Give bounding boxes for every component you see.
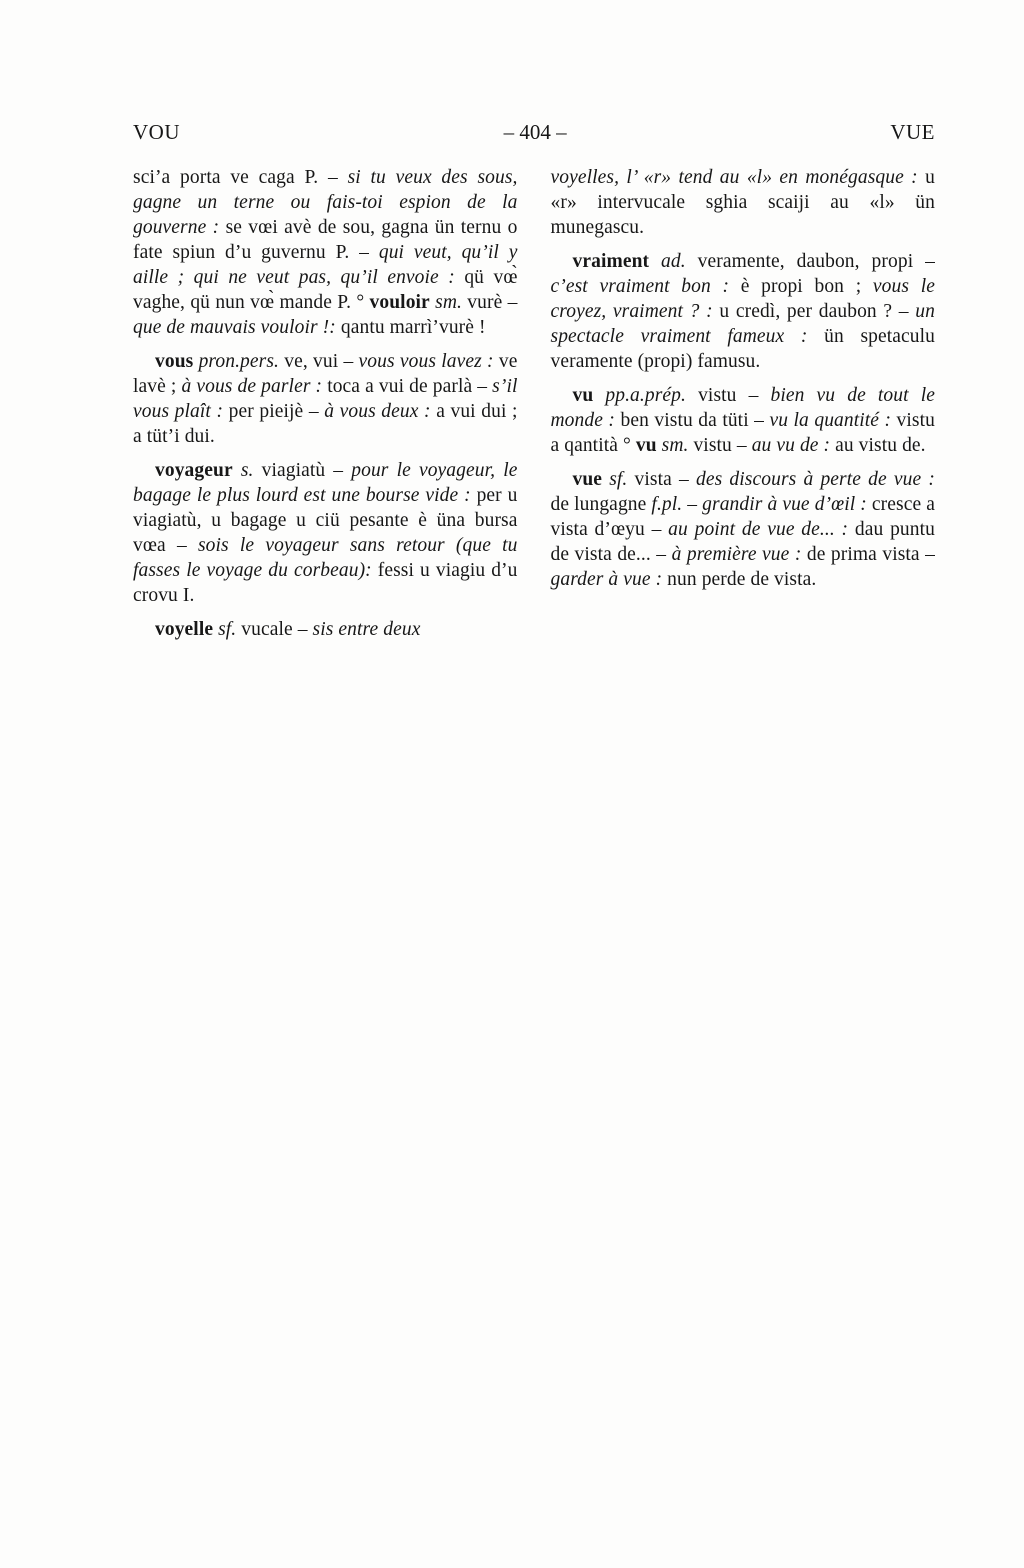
entry-text: per pieijè – bbox=[228, 401, 325, 422]
header-guide-word-left: VOU bbox=[133, 120, 180, 144]
entry-text-italic: au point de vue de... : bbox=[668, 519, 855, 540]
headword: vouloir bbox=[369, 292, 430, 313]
headword: voyelle bbox=[155, 619, 214, 640]
entry-text: dau puntu de vista de... – bbox=[550, 519, 935, 565]
headword: vraiment bbox=[572, 251, 650, 272]
entry-text: de prima vista – bbox=[806, 544, 935, 565]
entry-text: vucale – bbox=[236, 619, 313, 640]
entry-continuation bbox=[133, 165, 518, 340]
entry-text-italic: au vu de : bbox=[751, 435, 836, 456]
headword: vu bbox=[572, 385, 594, 406]
entry-text: toca a vui de parlà – bbox=[327, 376, 493, 397]
entry-text: – bbox=[682, 494, 703, 515]
entry-text: sci’a porta ve caga P. – bbox=[133, 167, 348, 188]
headword: vu bbox=[635, 435, 657, 456]
entry-text: viagiatù – bbox=[253, 460, 352, 481]
entry-text-italic: si tu veux des sous, gagne un terne ou fais-toi espion de la gouverne : bbox=[133, 167, 518, 238]
entry-text-italic: pron.pers. bbox=[198, 351, 280, 372]
dictionary-entry bbox=[551, 383, 936, 458]
entry-text: vista – bbox=[627, 469, 696, 490]
header-page-number: – 404 – bbox=[503, 120, 567, 144]
entry-text: è propi bon ; bbox=[740, 276, 873, 297]
entry-text-italic: vous vous lavez : bbox=[358, 351, 499, 372]
entry-text bbox=[593, 385, 605, 406]
dictionary-entry bbox=[133, 349, 518, 449]
entry-text: a vui dui ; a tüt’i dui. bbox=[133, 401, 518, 447]
entry-continuation bbox=[551, 165, 936, 240]
entry-text-italic: que de mauvais vouloir !: bbox=[133, 317, 341, 338]
entry-text: vistu – bbox=[688, 435, 752, 456]
entry-text: u credì, per daubon ? – bbox=[719, 301, 916, 322]
entry-text-italic: sis entre deux bbox=[312, 619, 421, 640]
dictionary-entry bbox=[133, 458, 518, 608]
entry-text-italic: s. bbox=[240, 460, 254, 481]
entry-text: nun perde de vista. bbox=[667, 569, 817, 590]
dictionary-entry bbox=[133, 617, 518, 642]
entry-text-italic: vu la quantité : bbox=[769, 410, 897, 431]
entry-text-italic: des discours à perte de vue : bbox=[696, 469, 935, 490]
entry-text-italic: sois le voyageur sans retour (que tu fasses le voyage du corbeau): bbox=[133, 535, 518, 581]
column-right bbox=[551, 165, 936, 642]
entry-text: ve lavè ; bbox=[133, 351, 518, 397]
column-left bbox=[133, 165, 518, 642]
entry-text-italic: à première vue : bbox=[671, 544, 807, 565]
entry-text-italic: s’il vous plaît : bbox=[133, 376, 518, 422]
entry-text-italic: un spectacle vraiment fameux : bbox=[550, 301, 935, 347]
entry-text-italic: c’est vraiment bon : bbox=[550, 276, 741, 297]
entry-text: fessi u viagiu d’u crovu I. bbox=[133, 560, 518, 606]
entry-text-italic: à vous de parler : bbox=[181, 376, 328, 397]
entry-text: u «r» intervucale sghia scaiji au «l» ün munegascu. bbox=[550, 167, 935, 238]
entry-text-italic: pour le voyageur, le bagage le plus lourd est une bourse vide : bbox=[133, 460, 518, 506]
entry-text: veramente, daubon, propi – bbox=[685, 251, 935, 272]
entry-text-italic: sm. bbox=[435, 292, 462, 313]
entry-text-italic: sm. bbox=[661, 435, 689, 456]
entry-text: au vistu de. bbox=[835, 435, 926, 456]
dictionary-entry bbox=[551, 467, 936, 592]
entry-text: qantu marrì’vurè ! bbox=[340, 317, 486, 338]
entry-text bbox=[233, 460, 241, 481]
entry-text-italic: grandir à vue d’œil : bbox=[702, 494, 872, 515]
entry-text-italic: vous le croyez, vraiment ? : bbox=[550, 276, 935, 322]
entry-text: qü vœ̀ vaghe, qü nun vœ̀ mande P. ° bbox=[133, 267, 518, 313]
entry-text: ben vistu da tüti – bbox=[620, 410, 770, 431]
text-columns bbox=[133, 165, 935, 642]
entry-text: ün spetaculu veramente (propi) famusu. bbox=[550, 326, 936, 372]
entry-text-italic: voyelles, l’ «r» tend au «l» en monégasque : bbox=[550, 167, 926, 188]
entry-text-italic: f.pl. bbox=[651, 494, 683, 515]
page-header bbox=[133, 120, 935, 144]
entry-text: vurè – bbox=[461, 292, 518, 313]
entry-text: de lungagne bbox=[550, 494, 652, 515]
entry-text: se vœi avè de sou, gagna ün ternu o fate spiun d’u guvernu P. – bbox=[133, 217, 518, 263]
entry-text: cresce a vista d’œyu – bbox=[550, 494, 935, 540]
dictionary-entry bbox=[551, 249, 936, 374]
entry-text-italic: ad. bbox=[661, 251, 686, 272]
entry-text: per u viagiatù, u bagage u ciü pesante è üna bursa vœa – bbox=[133, 485, 518, 556]
header-guide-word-right: VUE bbox=[890, 120, 935, 144]
entry-text: vistu a qantità ° bbox=[550, 410, 935, 456]
entry-text-italic: bien vu de tout le monde : bbox=[550, 385, 935, 431]
entry-text-italic: garder à vue : bbox=[550, 569, 668, 590]
entry-text-italic: qui veut, qu’il y aille ; qui ne veut pas, qu’il envoie : bbox=[133, 242, 518, 288]
entry-text-italic: sf. bbox=[218, 619, 237, 640]
headword: voyageur bbox=[155, 460, 233, 481]
entry-text bbox=[649, 251, 661, 272]
headword: vue bbox=[572, 469, 603, 490]
entry-text-italic: sf. bbox=[609, 469, 628, 490]
entry-text-italic: pp.a.prép. bbox=[605, 385, 686, 406]
headword: vous bbox=[155, 351, 194, 372]
entry-text: vistu – bbox=[686, 385, 771, 406]
entry-text-italic: à vous deux : bbox=[324, 401, 437, 422]
entry-text: ve, vui – bbox=[279, 351, 359, 372]
